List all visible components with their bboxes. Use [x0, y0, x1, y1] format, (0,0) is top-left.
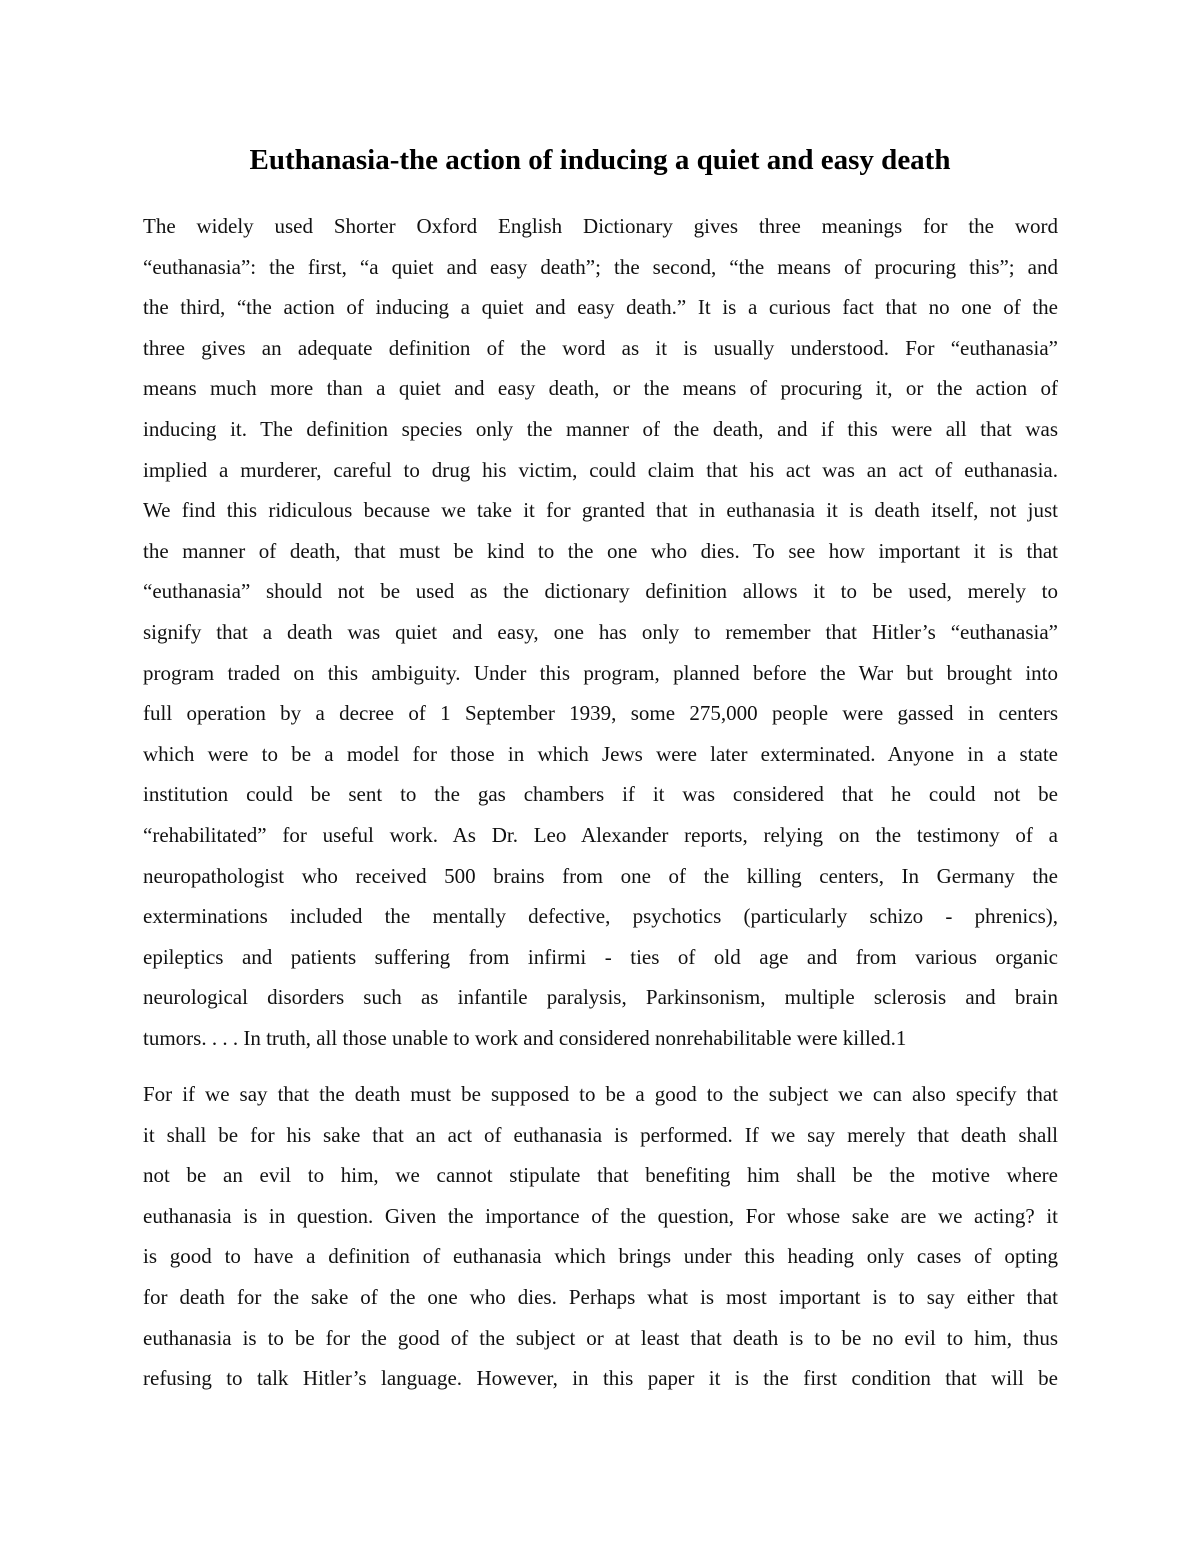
text-line: For if we say that the death must be supposed to be a good to the subject we can also specify that [143, 1082, 1058, 1106]
text-line: the third, “the action of inducing a quiet and easy death.” It is a curious fact that no one of the [143, 295, 1058, 320]
text-line: full operation by a decree of 1 September 1939, some 275,000 people were gassed in centers [143, 701, 1058, 726]
text-line: it shall be for his sake that an act of euthanasia is performed. If we say merely that death shall [143, 1122, 1058, 1147]
text-line: which were to be a model for those in which Jews were later exterminated. Anyone in a state [143, 741, 1058, 766]
text-line: means much more than a quiet and easy death, or the means of procuring it, or the action of [143, 376, 1058, 401]
text-line: inducing it. The definition species only the manner of the death, and if this were all that was [143, 416, 1058, 441]
text-line: euthanasia is to be for the good of the subject or at least that death is to be no evil to him, thus [143, 1325, 1058, 1350]
text-line: neurological disorders such as infantile paralysis, Parkinsonism, multiple sclerosis and brain [143, 985, 1058, 1010]
text-line: implied a murderer, careful to drug his victim, could claim that his act was an act of euthanasia. [143, 457, 1058, 482]
text-line: epileptics and patients suffering from infirmi - ties of old age and from various organic [143, 944, 1058, 969]
paragraph-1 [143, 206, 1058, 1058]
text-line: three gives an adequate definition of the word as it is usually understood. For “euthanasia” [143, 335, 1058, 360]
paragraph-2 [143, 1074, 1058, 1399]
text-line: neuropathologist who received 500 brains from one of the killing centers, In Germany the [143, 863, 1058, 888]
text-line: We find this ridiculous because we take it for granted that in euthanasia it is death itself, not just [143, 498, 1058, 523]
text-line: for death for the sake of the one who dies. Perhaps what is most important is to say either that [143, 1284, 1058, 1309]
text-line: the manner of death, that must be kind to the one who dies. To see how important it is that [143, 538, 1058, 563]
text-line: refusing to talk Hitler’s language. However, in this paper it is the first condition that will be [143, 1366, 1058, 1391]
text-line: tumors. . . . In truth, all those unable to work and considered nonrehabilitable were killed.1 [143, 1025, 907, 1050]
text-line: “rehabilitated” for useful work. As Dr. Leo Alexander reports, relying on the testimony of a [143, 822, 1058, 847]
text-line: signify that a death was quiet and easy, one has only to remember that Hitler’s “euthanasia” [143, 619, 1058, 644]
text-line: is good to have a definition of euthanasia which brings under this heading only cases of opting [143, 1244, 1058, 1269]
text-line: exterminations included the mentally defective, psychotics (particularly schizo - phrenics), [143, 904, 1058, 929]
text-line: institution could be sent to the gas chambers if it was considered that he could not be [143, 782, 1058, 807]
text-line: program traded on this ambiguity. Under this program, planned before the War but brought into [143, 660, 1058, 685]
text-line: The widely used Shorter Oxford English Dictionary gives three meanings for the word [143, 214, 1058, 238]
text-line: not be an evil to him, we cannot stipulate that benefiting him shall be the motive where [143, 1163, 1058, 1188]
text-line: euthanasia is in question. Given the importance of the question, For whose sake are we acting? it [143, 1203, 1058, 1228]
document-title: Euthanasia-the action of inducing a quiet and easy death [249, 144, 951, 176]
text-line: “euthanasia” should not be used as the dictionary definition allows it to be used, merely to [143, 579, 1058, 604]
text-line: “euthanasia”: the first, “a quiet and easy death”; the second, “the means of procuring this”; and [143, 254, 1058, 279]
